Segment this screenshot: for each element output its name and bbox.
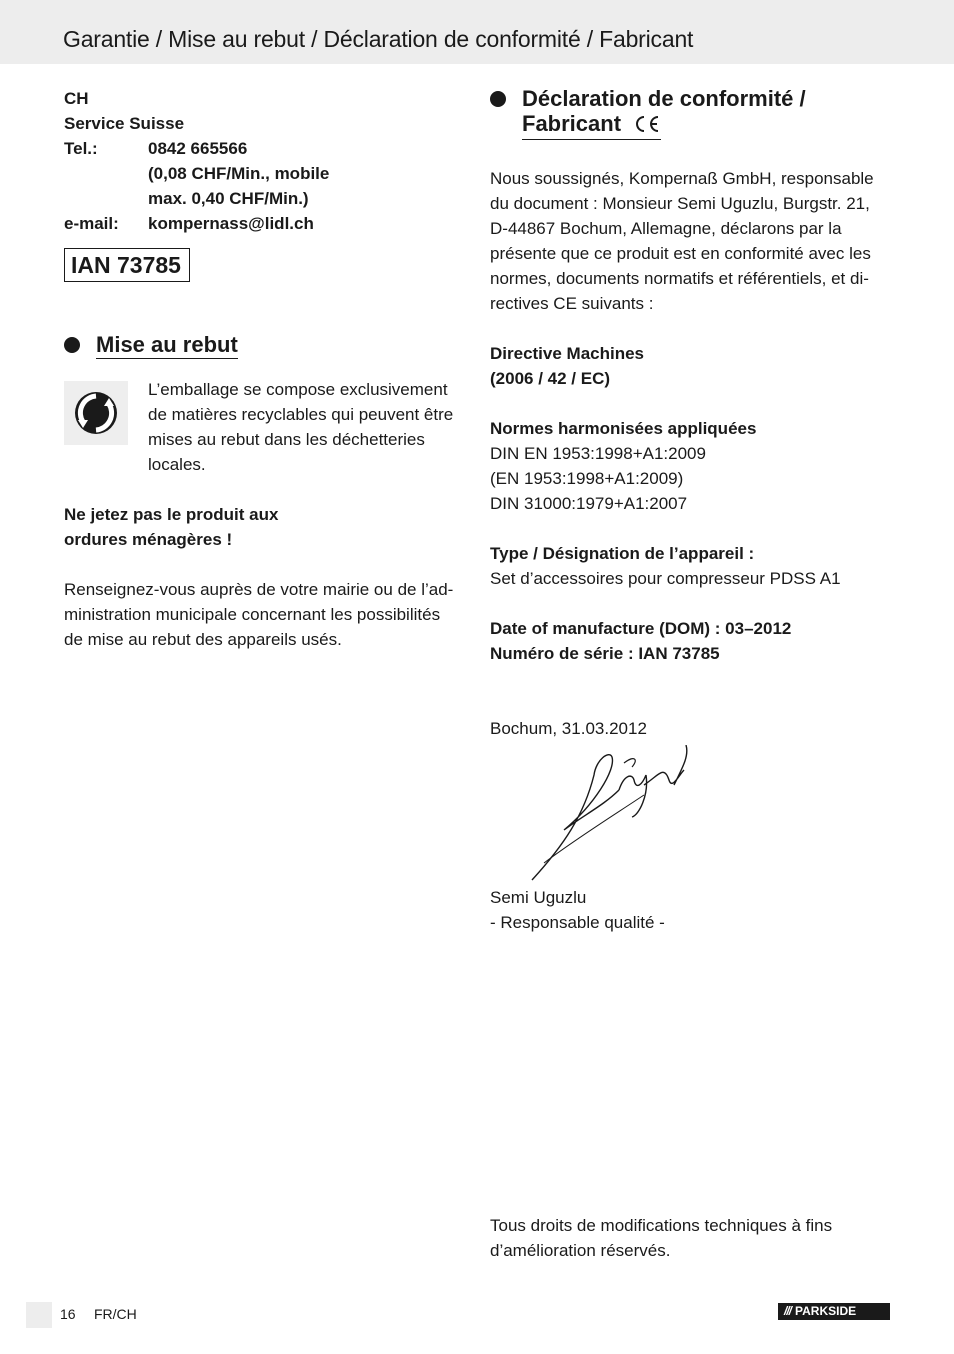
- declaration-heading: [490, 86, 890, 140]
- tel-number: 0842 665566: [148, 139, 248, 158]
- contact-rate-row-2: [64, 186, 464, 211]
- page-title: Garantie / Mise au rebut / Déclaration de conformité / Fabricant: [63, 26, 694, 52]
- ce-mark-icon: [633, 113, 661, 138]
- left-column: [64, 86, 464, 652]
- footer-marker: [26, 1302, 52, 1328]
- manufacture-block: Date of manufacture (DOM) : 03–2012 Numéro de série : IAN 73785: [490, 619, 792, 663]
- disposal-heading: [64, 332, 464, 359]
- bullet-icon: [64, 337, 80, 353]
- tel-rate-2: max. 0,40 CHF/Min.): [148, 189, 309, 208]
- green-dot-recycle-icon: [64, 381, 128, 445]
- ian-box: IAN 73785: [64, 248, 190, 282]
- email-link[interactable]: kompernass@lidl.ch: [148, 214, 314, 233]
- brand-name: PARKSIDE: [795, 1304, 857, 1318]
- signer-name: Semi Uguzlu: [490, 888, 587, 907]
- parkside-logo: [778, 1303, 890, 1320]
- contact-rate-row-1: [64, 161, 464, 186]
- declaration-intro: Nous soussignés, Kompernaß GmbH, responsable du document : Monsieur Semi Uguzlu, Burgstr. 21, D-44867 Bochum, Allemagne, déclarons par la présente que ce produit est en conformité avec les normes, documents normatifs et référentiels, et di- rectives CE suivants :: [490, 169, 874, 313]
- signature-image: [524, 745, 694, 885]
- disposal-heading-text: Mise au rebut: [96, 332, 238, 357]
- place-date: Bochum, 31.03.2012: [490, 719, 647, 738]
- right-column: [490, 86, 890, 935]
- tel-label: Tel.:: [64, 139, 98, 158]
- declaration-heading-line1: Déclaration de conformité /: [522, 86, 806, 111]
- contact-country: CH: [64, 89, 89, 108]
- email-label: e-mail:: [64, 214, 119, 233]
- directive-block: Directive Machines (2006 / 42 / EC): [490, 344, 645, 388]
- standards-block: Normes harmonisées appliquées DIN EN 1953:1998+A1:2009 (EN 1953:1998+A1:2009) DIN 31000:1979+A1:2007: [490, 419, 757, 513]
- technical-changes-note: Tous droits de modifications techniques à fins d’amélioration réservés.: [490, 1216, 833, 1260]
- tel-rate-1: (0,08 CHF/Min., mobile: [148, 164, 330, 183]
- brand-stripes-icon: ///: [784, 1304, 792, 1318]
- packaging-block: [64, 377, 464, 477]
- page-number: 16: [60, 1306, 76, 1322]
- type-block: Type / Désignation de l’appareil : Set d’accessoires pour compresseur PDSS A1: [490, 544, 841, 588]
- bullet-icon: [490, 91, 506, 107]
- contact-tel-row: [64, 136, 464, 161]
- contact-service: Service Suisse: [64, 114, 185, 133]
- language-code: FR/CH: [94, 1306, 137, 1322]
- disposal-info: Renseignez-vous auprès de votre mairie ou de l’ad- ministration municipale concernant les possibilités de mise au rebut des appareils usés.: [64, 580, 454, 649]
- packaging-text: L’emballage se compose exclusivement de matières recyclables qui peuvent être mises au rebut dans les déchetteries locales.: [148, 380, 454, 474]
- contact-email-row: [64, 211, 464, 236]
- signer-role: - Responsable qualité -: [490, 913, 665, 932]
- declaration-heading-line2: Fabricant: [522, 111, 622, 136]
- disposal-warning: Ne jetez pas le produit aux ordures ménagères !: [64, 505, 279, 549]
